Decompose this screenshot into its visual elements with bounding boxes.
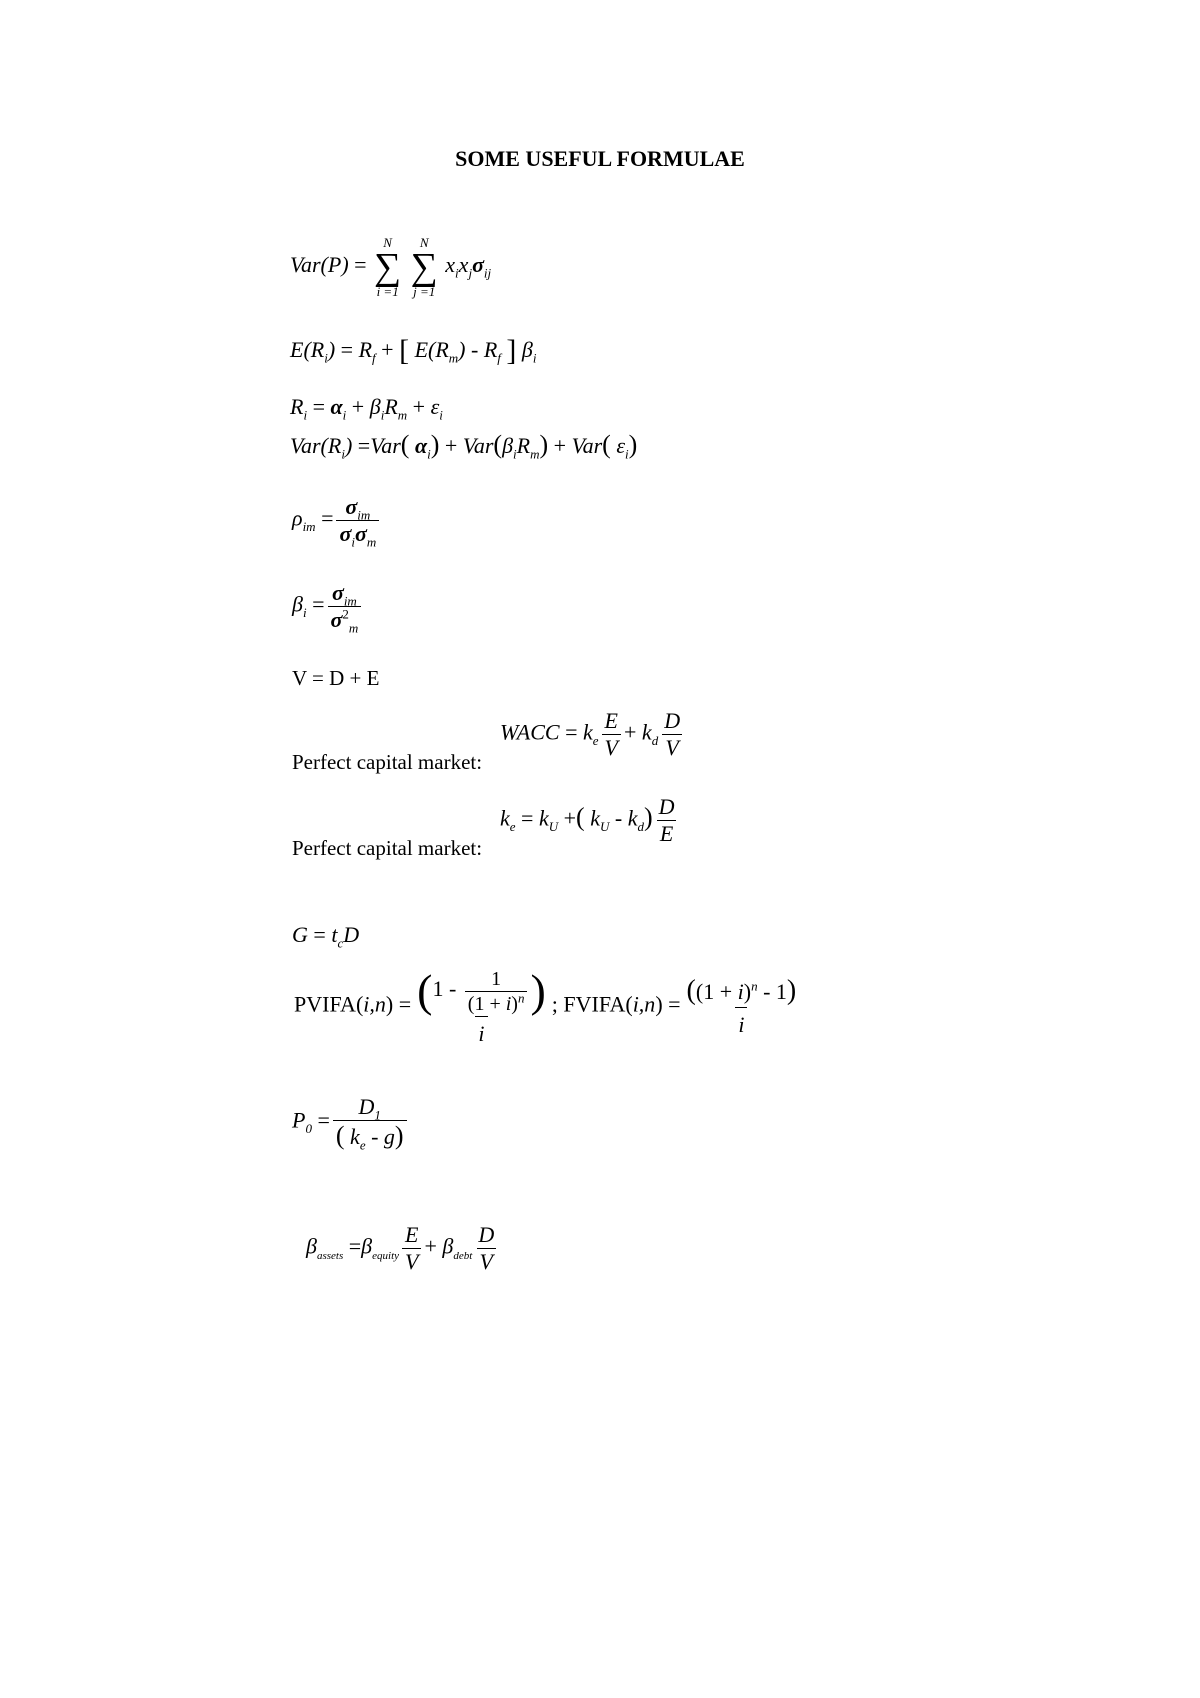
formula-correlation: $\rho_{im}$ = $\frac{\sigma_{im}}{\sigma_i\sigma_m}$ xyxy=(292,496,382,545)
formula-tax-shield: $G = t_cD$ xyxy=(292,922,360,951)
formula-dividend-growth: $P_0$ = $\frac{D_1}{( k_e - g)}$ xyxy=(292,1096,410,1149)
wacc-label: Perfect capital market: xyxy=(292,750,483,774)
formula-capm: $E(R_i) = R_f$ + [ $E(R_m) - R_f$ ] $\beta_i$ xyxy=(290,334,537,367)
formula-asset-beta: $\beta_{assets} =\beta_{equity}$ $\frac{E}{V}$ + $\beta_{debt}$ $\frac{D}{V}$ xyxy=(306,1222,495,1274)
formula-cost-of-equity: $k_e = k_U$ +( $k_U - k_d$) $\frac{D}{E}$ xyxy=(500,794,675,846)
formula-portfolio-variance: Var(P) = N ∑ i =1 N ∑ j =1 $x_ix_j\sigma_{ij}$ xyxy=(290,235,492,300)
page-title: SOME USEFUL FORMULAE xyxy=(455,146,745,171)
ke-label: Perfect capital market: xyxy=(292,836,483,860)
formula-market-model: $R_i = \alpha_i + \beta_iR_m + \varepsilon_i$ xyxy=(290,394,443,423)
formula-beta: $\beta_i$ = $\frac{\sigma_{im}}{\sigma^2_m}$ xyxy=(292,582,364,631)
formula-annuity-factors: PVIFA(i,n) = (1 - $\frac{1}{(1 + i)^n}$ ) i ; FVIFA(i,n) = $\frac{((1 + i)^n - 1)}{i}$ xyxy=(294,965,797,1046)
formula-firm-value: V = D + E xyxy=(292,666,380,690)
formula-variance-decomposition: $Var(R_i) =Var$( $\alpha_i) + Var(\beta_iR_m) + Var$( $\varepsilon_i$) xyxy=(290,430,638,462)
formula-wacc: WACC = $k_e$ $\frac{E}{V}$ + $k_d$ $\frac{D}{V}$ xyxy=(500,708,681,760)
